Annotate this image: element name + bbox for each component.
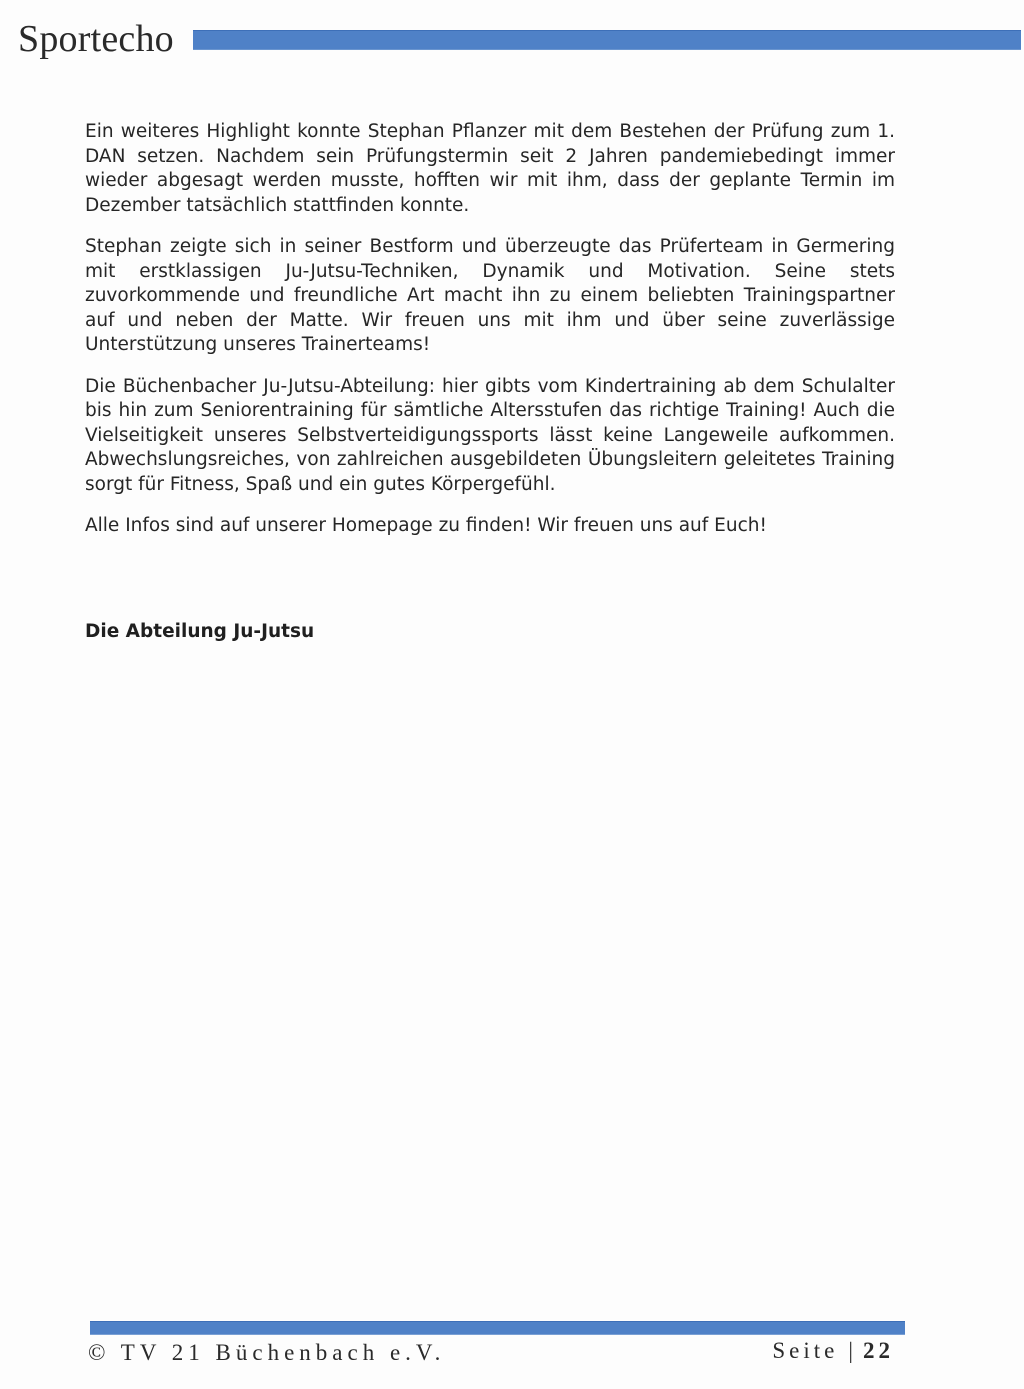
footer-copyright: © TV 21 Büchenbach e.V. (88, 1340, 446, 1365)
page-separator: | (848, 1338, 853, 1363)
footer-divider-bar (90, 1321, 905, 1335)
article-paragraph-1: Ein weiteres Highlight konnte Stephan Pflanzer mit dem Bestehen der Prüfung zum 1. DAN setzen. Nachdem sein Prüfungstermin seit 2 Jahren pandemiebedingt immer wieder abgesagt werden musste, hofften wir mit ihm, dass der geplante Termin im Dezember tatsächlich stattfinden konnte. (85, 121, 895, 216)
page-label: Seite (772, 1338, 839, 1363)
article-paragraph-4: Alle Infos sind auf unserer Homepage zu finden! Wir freuen uns auf Euch! (85, 515, 767, 536)
article-body (85, 120, 895, 556)
article-paragraph-3: Die Büchenbacher Ju-Jutsu-Abteilung: hier gibts vom Kindertraining ab dem Schulalter bis hin zum Seniorentraining für sämtliche Altersstufen das richtige Training! Auch die Vielseitigkeit unseres Selbstverteidigungssports lässt keine Langeweile aufkommen. Abwechslungsreiches, von zahlreichen ausgebildeten Übungsleitern geleitetes Training sorgt für Fitness, Spaß und ein gutes Körpergefühl. (85, 375, 895, 495)
page-number: 22 (863, 1338, 894, 1363)
magazine-title: Sportecho (18, 18, 174, 60)
article-signature: Die Abteilung Ju-Jutsu (85, 621, 315, 642)
footer-page-indicator (772, 1338, 894, 1364)
header-divider-bar (193, 30, 1021, 50)
article-paragraph-2: Stephan zeigte sich in seiner Bestform und überzeugte das Prüferteam in Germering mit erstklassigen Ju-Jutsu-Techniken, Dynamik und Motivation. Seine stets zuvorkommende und freundliche Art macht ihn zu einem beliebten Trainingspartner auf und neben der Matte. Wir freuen uns mit ihm und über seine zuverlässige Unterstützung unseres Trainerteams! (85, 236, 895, 355)
